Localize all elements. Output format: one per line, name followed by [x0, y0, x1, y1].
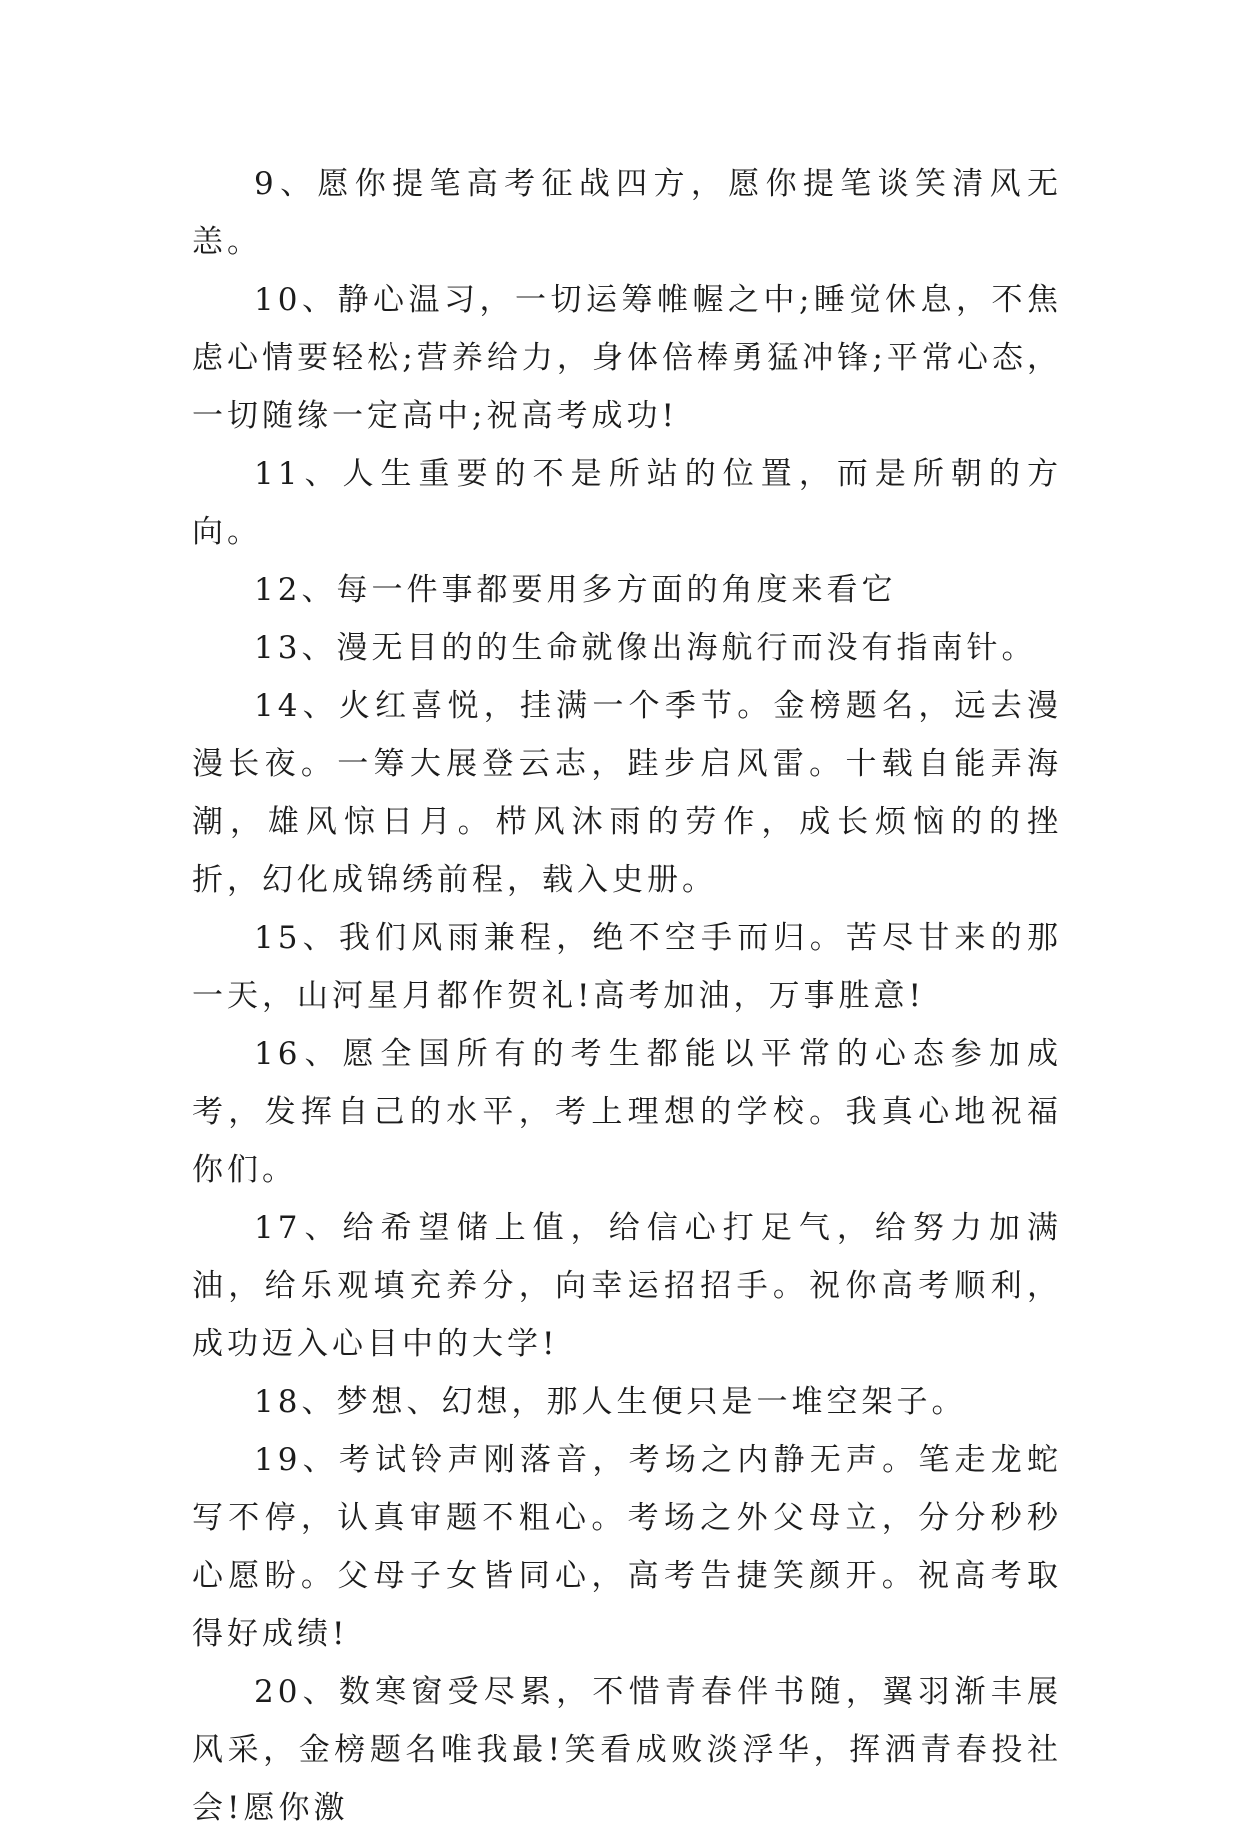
paragraph-16: 16、愿全国所有的考生都能以平常的心态参加成考，发挥自己的水平，考上理想的学校。我真心地祝福你们。	[192, 1036, 1062, 1188]
paragraph-12: 12、每一件事都要用多方面的角度来看它	[254, 572, 897, 608]
paragraph-13: 13、漫无目的的生命就像出海航行而没有指南针。	[254, 630, 1037, 666]
paragraph-10: 10、静心温习，一切运筹帷幄之中;睡觉休息，不焦虑心情要轻松;营养给力，身体倍棒勇猛冲锋;平常心态，一切随缘一定高中;祝高考成功!	[192, 282, 1062, 434]
paragraph-11: 11、人生重要的不是所站的位置，而是所朝的方向。	[192, 456, 1062, 550]
paragraph-20: 20、数寒窗受尽累，不惜青春伴书随，翼羽渐丰展风采，金榜题名唯我最!笑看成败淡浮华，挥洒青春投社会!愿你激	[192, 1674, 1062, 1826]
paragraph-18: 18、梦想、幻想，那人生便只是一堆空架子。	[254, 1384, 967, 1420]
document-body	[192, 155, 1062, 1837]
paragraph-9: 9、愿你提笔高考征战四方，愿你提笔谈笑清风无恙。	[192, 166, 1062, 260]
paragraph-14: 14、火红喜悦，挂满一个季节。金榜题名，远去漫漫长夜。一筹大展登云志，跬步启风雷。十载自能弄海潮，雄风惊日月。栉风沐雨的劳作，成长烦恼的的挫折，幻化成锦绣前程，载入史册。	[192, 688, 1062, 898]
paragraph-19: 19、考试铃声刚落音，考场之内静无声。笔走龙蛇写不停，认真审题不粗心。考场之外父母立，分分秒秒心愿盼。父母子女皆同心，高考告捷笑颜开。祝高考取得好成绩!	[192, 1442, 1062, 1652]
paragraph-15: 15、我们风雨兼程，绝不空手而归。苦尽甘来的那一天，山河星月都作贺礼!高考加油，万事胜意!	[192, 920, 1062, 1014]
paragraph-17: 17、给希望储上值，给信心打足气，给努力加满油，给乐观填充养分，向幸运招招手。祝你高考顺利，成功迈入心目中的大学!	[192, 1210, 1062, 1362]
